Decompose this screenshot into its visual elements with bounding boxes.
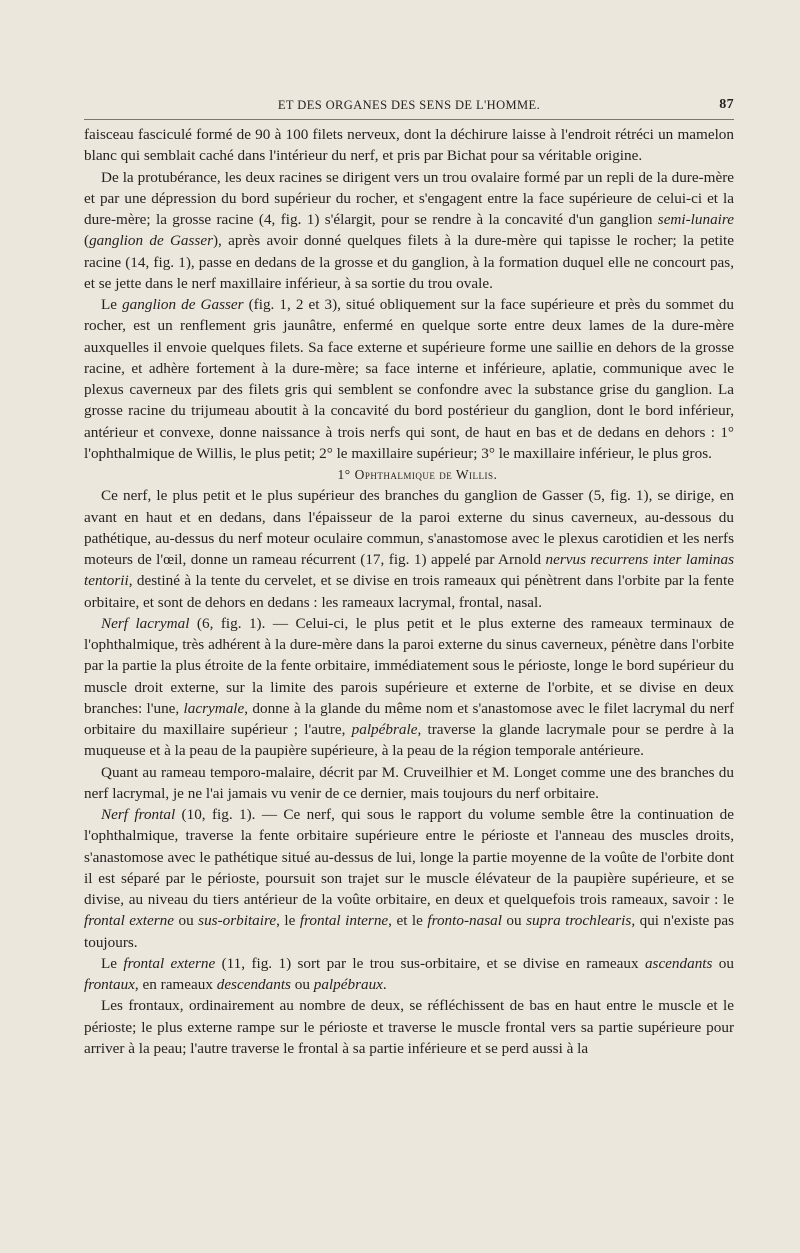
- text-run: , traverse la glande lacrymale pour se perdre à la muqueuse et à la peau de la paupière supérieure, à la peau de la région temporale antérieure.: [84, 721, 734, 760]
- text-run: ), après avoir donné quelques filets à la dure-mère qui tapisse le rocher; la petite racine (14, fig. 1), passe en dedans de la grosse et du ganglion, à la formation duquel elle ne concourt pas, et se jette dans le nerf maxillaire inférieur, à sa sortie du trou ovale.: [84, 232, 734, 292]
- italic-term: palpébraux: [313, 976, 383, 993]
- italic-term: Nerf frontal: [101, 806, 176, 823]
- text-run: ou: [173, 912, 199, 930]
- italic-term: sus-orbitaire: [198, 912, 277, 930]
- paragraph: [84, 613, 734, 762]
- text-run: faisceau fasciculé formé de 90 à 100 filets nerveux, dont la déchirure laisse à l'endroit rétréci un mamelon blanc qui semblait caché dans l'intérieur du nerf, et pris par Bichat pour sa véritable origine.: [84, 126, 734, 165]
- italic-term: fronto-nasal: [427, 912, 502, 930]
- paragraph: [84, 762, 734, 805]
- italic-term: frontal externe: [123, 954, 216, 972]
- text-run: Le: [101, 954, 124, 972]
- italic-term: ganglion de Gasser: [89, 232, 213, 250]
- italic-term: descendants: [216, 976, 291, 993]
- text-run: , qui n'existe pas toujours.: [84, 912, 735, 951]
- text-run: , en rameaux: [134, 976, 217, 993]
- text-run: (fig. 1, 2 et 3), situé obliquement sur la face supérieure et près du sommet du rocher, est un renflement gris jaunâtre, enfermé en quelque sorte entre deux lames de la dure-mère auxquelles il envoie quelques filets. Sa face externe et supérieure forme une saillie en dehors de la grosse racine, et adhère fortement à la dure-mère; sa face interne et inférieure, aplatie, communique avec le plexus caverneux par des filets gris qui semblent se confondre avec la substance grise du ganglion. La grosse racine du trijumeau aboutit à la concavité du bord postérieur du ganglion, dont le bord inférieur, antérieur et convexe, donne naissance à trois nerfs qui sont, de haut en bas et de dedans en dehors : 1° l'ophthalmique de Willis, le plus petit; 2° le maxillaire supérieur; 3° le maxillaire inférieur, le plus gros.: [84, 296, 734, 462]
- text-run: (11, fig. 1) sort par le trou sus-orbitaire, et se divise en rameaux: [215, 954, 645, 972]
- section-heading: 1° Ophthalmique de Willis.: [337, 467, 498, 482]
- text-run: .: [382, 976, 387, 993]
- text-run: (6, fig. 1). — Celui-ci, le plus petit et le plus externe des rameaux terminaux de l'ophthalmique, très adhérent à la dure-mère dans la paroi externe du sinus caverneux, pénètre dans l'orbite par la partie la plus étroite de la fente orbitaire, immédiatement sous le périoste, longe le bord supérieur du muscle droit externe, sur la limite des parois supérieure et externe de l'orbite, et se divise en deux branches: l'une,: [84, 614, 734, 717]
- text-run: ou: [290, 976, 314, 993]
- italic-term: Nerf lacrymal: [101, 614, 190, 632]
- paragraph: [84, 294, 734, 464]
- italic-term: nervus recurrens inter laminas tentorii: [84, 551, 734, 590]
- paragraph: [84, 995, 734, 1059]
- paragraph: [84, 167, 734, 295]
- body-text: [84, 124, 734, 1059]
- italic-term: ganglion de Gasser: [122, 296, 244, 313]
- paragraph: [84, 953, 734, 996]
- paragraph: [84, 124, 734, 167]
- italic-term: semi-lunaire: [657, 211, 734, 228]
- page-number: 87: [719, 97, 734, 112]
- italic-term: supra trochlearis: [526, 912, 632, 930]
- text-run: Les frontaux, ordinairement au nombre de deux, se réfléchissent de bas en haut entre le muscle et le périoste; le plus externe rampe sur le périoste et traverse le muscle frontal vers sa partie supérieure pour arriver à la peau; l'autre traverse le frontal à sa partie inférieure et se perd aussi à la: [84, 997, 734, 1057]
- running-title: ET DES ORGANES DES SENS DE L'HOMME.: [277, 98, 541, 112]
- italic-term: ascendants: [644, 954, 713, 972]
- text-run: ou: [712, 954, 734, 972]
- italic-term: frontal externe: [84, 912, 174, 930]
- text-run: De la protubérance, les deux racines se dirigent vers un trou ovalaire formé par un repli de la dure-mère et par une dépression du bord supérieur du rocher, et s'engagent entre la face supérieure de celui-ci et la dure-mère; la grosse racine (4, fig. 1) s'élargit, pour se rendre à la concavité d'un ganglion: [84, 168, 734, 228]
- text-run: , destiné à la tente du cervelet, et se divise en trois rameaux qui pénètrent dans l'orbite par la fente orbitaire, et sont de dehors en dedans : les rameaux lacrymal, frontal, nasal.: [84, 572, 734, 611]
- text-run: Quant au rameau temporo-malaire, décrit par M. Cruveilhier et M. Longet comme une des branches du nerf lacrymal, je ne l'ai jamais vu venir de ce dernier, mais toujours du nerf orbitaire.: [84, 763, 734, 802]
- italic-term: frontaux: [84, 976, 135, 993]
- paragraph: [84, 485, 734, 613]
- paragraph: [84, 804, 734, 953]
- italic-term: frontal interne: [299, 912, 389, 930]
- text-run: , donne à la glande du même nom et s'anastomose avec le filet lacrymal du nerf orbitaire du maxillaire supérieur ; l'autre,: [84, 699, 735, 738]
- header-rule: [84, 119, 734, 120]
- italic-term: lacrymale: [183, 699, 245, 717]
- text-run: Ce nerf, le plus petit et le plus supérieur des branches du ganglion de Gasser (5, fig. 1), se dirige, en avant en haut et en dedans, dans l'épaisseur de la paroi externe du sinus caverneux, au-dessous du pathétique, au-dessus du nerf moteur oculaire commun, s'anastomose avec le plexus carotidien et les nerfs moteurs de l'œil, donne un rameau récurrent (17, fig. 1) appelé par Arnold: [84, 487, 734, 568]
- italic-term: palpébrale: [351, 721, 418, 738]
- text-run: (10, fig. 1). — Ce nerf, qui sous le rapport du volume semble être la continuation de l'ophthalmique, traverse la fente orbitaire supérieure entre le périoste et l'anneau des muscles droits, s'anastomose avec le pathétique situé au-dessus de lui, longe la partie moyenne de la voûte de l'orbite dont il est séparé par le périoste, poursuit son trajet sur le muscle élévateur de la paupière supérieure, et se divise, au niveau du tiers antérieur de la voûte orbitaire, en deux et quelquefois trois rameaux, savoir : le: [84, 806, 734, 908]
- text-run: (: [84, 232, 90, 250]
- text-run: , et le: [388, 912, 428, 930]
- text-run: Le: [101, 296, 123, 313]
- text-run: , le: [276, 912, 300, 930]
- text-run: ou: [501, 912, 527, 930]
